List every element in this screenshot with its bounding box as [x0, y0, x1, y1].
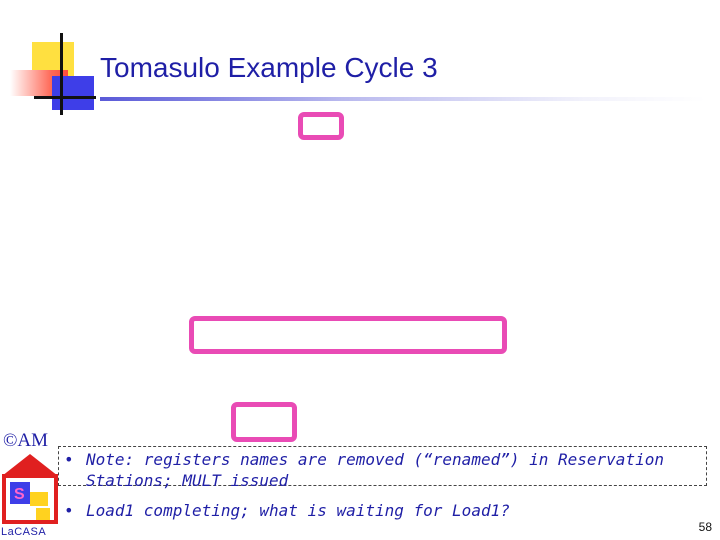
- logo-horizontal-line: [34, 96, 96, 99]
- note-bullet-2: [64, 500, 664, 521]
- note-bullet-1: [64, 449, 704, 491]
- bullet-icon: •: [64, 450, 74, 469]
- bullet-icon: •: [64, 501, 74, 520]
- lab-name: LaCASA: [1, 526, 47, 538]
- note-bullet-1-line-2: Stations; MULT issued: [86, 471, 289, 490]
- highlight-box-bottom: [231, 402, 297, 442]
- note-bullet-1-line-1: Note: registers names are removed (“renamed”) in Reservation: [86, 450, 664, 469]
- highlight-box-top: [298, 112, 344, 140]
- note-bullet-2-text: Load1 completing; what is waiting for Load1?: [86, 501, 510, 520]
- logo-blue-block: [52, 76, 94, 110]
- lacasa-house-icon: [0, 452, 60, 524]
- author-mark: ©AM: [3, 430, 49, 451]
- logo-vertical-line: [60, 33, 63, 115]
- title-underline: [100, 97, 706, 101]
- page-number: 58: [698, 520, 712, 534]
- svg-text:S: S: [14, 486, 25, 503]
- slide-title: Tomasulo Example Cycle 3: [100, 52, 438, 83]
- highlight-box-middle: [189, 316, 507, 354]
